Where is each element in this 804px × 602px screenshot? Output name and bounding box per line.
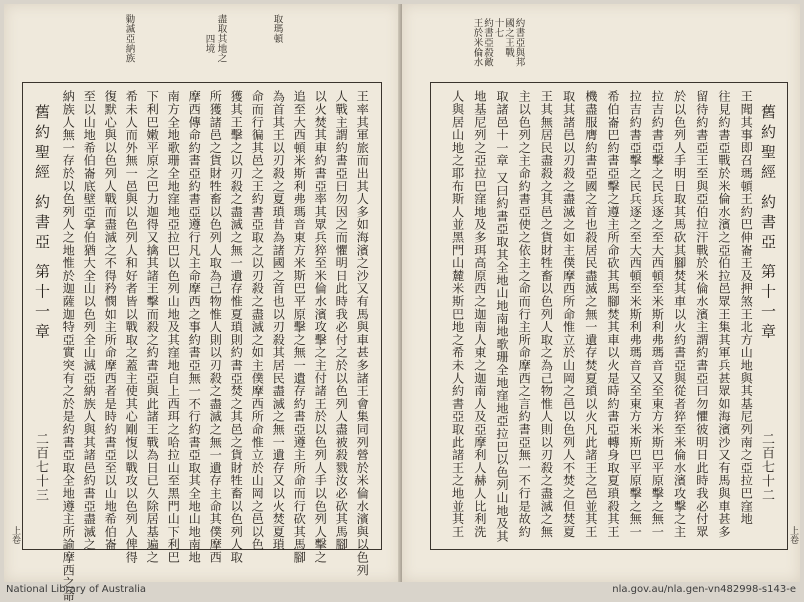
text-column: 南方全地歌珊全地窪地亞拉巴以色列山地及其窪地自上西珥之哈拉山至黑門山下利巴: [166, 90, 181, 564]
left-volume-mark: 上卷: [10, 526, 20, 544]
text-column: 摩西傳命約書亞約書亞遵行凡主命摩西之事約書亞無一不行約書亞取其全地山地南地: [187, 90, 202, 564]
text-column: 人與居山地之耶布斯人並黑門山麓米斯巴地之希未人約書亞取此諸王之地並其王: [450, 90, 465, 538]
margin-note: 勦滅亞納族: [123, 14, 135, 63]
right-page-number: 二百七十二: [759, 432, 774, 502]
text-column: 地基尼列之亞拉巴窪地及多珥高原西之迦南人東之迦南人及亞摩利人赫人比利洗: [472, 90, 487, 538]
margin-note: 約書亞殺敵: [482, 18, 493, 67]
margin-note: 約書亞與邦: [513, 18, 525, 67]
text-column: 所獲諸邑之貨財牲畜以色列人取為己物惟人則以刃殺之盡滅之無一遺存主命其僕摩西: [208, 90, 223, 564]
text-column: 人戰主謂約書亞曰勿因之而懼明日此時我必付之於以色列人盡被殺戮汝必砍其馬腳: [334, 90, 349, 551]
text-column: 往見約書亞戰於米倫水濱之亞伯拉邑眾王集其軍兵甚眾如海濱沙又有馬與車甚多: [717, 90, 731, 538]
margin-note: 盡取其地之: [215, 14, 227, 63]
right-volume-mark: 上卷: [788, 526, 798, 544]
text-column: 機盡服膺約書亞國之首也殺居民盡滅之無一遺存焚夏瑣以火凡此諸王之邑並其王: [583, 90, 598, 538]
text-column: 為首其王以刃殺之夏瑣昔為諸國之首也以刃殺其居民盡滅之無一遺存又以火焚夏瑣: [271, 90, 286, 551]
right-page: [402, 4, 800, 582]
text-column: 追至大西頓米斯利弗瑪音東方米斯巴平原擊之無一遺存約書亞遵主所命而行砍其馬腳: [292, 90, 307, 564]
text-column: 納族人無一存於以色列人之地惟於迦薩迦特亞實突有之於是約書亞取全地遵主所諭摩西之命: [61, 90, 76, 602]
left-header-rule: [22, 82, 382, 83]
text-column: 以火焚其車約書亞率其眾兵猝至米倫水濱攻擊之主付諸王於以色列人手以色列人擊之: [313, 90, 328, 564]
text-column: 王率其軍旅而出其人多如海濱之沙又有馬與車甚多諸王會集同列營於米倫水濱與以色列: [355, 90, 370, 577]
text-column: 拉吉約書亞擊之民兵逐之至大西頓至米斯利弗瑪音又至東方米斯巴平原擊之無一: [650, 90, 665, 538]
margin-note: 國之王戰: [503, 18, 514, 58]
text-column: 王聞其事即召瑪頓王約巴伸崙王及押煞王北方山地與其基尼列南之亞拉巴窪地: [739, 90, 754, 526]
text-column: 王其無居民盡殺之其邑之貨財牲畜以色列人取之為己物惟人則以刃殺之盡滅之無: [539, 90, 554, 538]
margin-note: 取瑪頓: [271, 14, 283, 44]
text-column: 於以色列人手明日取其馬砍其腳焚其車以火約書亞與從者猝至米倫水濱攻擊之主: [672, 90, 687, 538]
text-column: 取其諸邑以刃殺之盡滅之如主僕摩西所命惟立於山岡之邑以色列人不焚之但焚夏: [561, 90, 576, 538]
text-column: 希未人而外無一邑與以色列人和好者皆以戰取之蓋主使其心剛愎以戰攻以色列人俾得: [124, 90, 139, 564]
text-column: 取諸邑十一章 又曰約書亞取其全地山地南地歌珊全地窪地亞拉巴以色列山地及其: [495, 90, 509, 543]
text-column: 復默心與以色列人戰而盡滅之不得矜憫如主所命摩西者是時約書亞至以山地希伯崙: [103, 90, 118, 551]
margin-note: 四境: [203, 34, 215, 54]
footer-left: National Library of Australia: [6, 584, 147, 595]
margin-note: 十七: [492, 18, 504, 38]
text-column: 留待約書亞王至與亞伯拉汗戰於米倫水濱主謂約書亞曰勿懼彼明日此時我必付眾: [694, 90, 709, 538]
text-column: 下利巴嫩平原之巴力迦得又擒其諸王擊而殺之約書亞與此諸王戰為日已久除居基遍之: [145, 90, 160, 564]
text-column: 至以山地希伯崙底壁亞拿伯猶大全山以色列全山滅亞納族人與其諸邑約書亞盡滅之: [82, 90, 97, 551]
footer-right: nla.gov.au/nla.gen-vn482998-s143-e: [612, 584, 796, 595]
margin-note: 王於米倫水: [471, 18, 483, 67]
text-column: 主以色列之主命約書亞使之依主之命而行主所命摩西之言約書亞無一不行是故約: [517, 90, 532, 538]
left-page-number: 二百七十三: [33, 432, 48, 502]
left-running-title: 舊約聖經 約書亞 第十一章: [33, 104, 51, 344]
text-column: 希伯崙巴約書亞擊之遵主所命砍其馬腳焚其車以火是時約書亞轉身取夏瑣殺其王: [606, 90, 620, 538]
text-column: 獲其王擊之以刃殺之盡滅之無一遺存惟夏瑣則約書亞焚之其邑之貨財牲畜以色列人取: [229, 90, 244, 564]
text-column: 拉吉約書亞擊之民兵逐之至大西頓至米斯利弗瑪音又至東方米斯巴平原擊之無一: [628, 90, 643, 538]
text-column: 命而行徧其邑之王約書亞取之以刃殺之盡滅之如主僕摩西所命惟立於山岡之邑以色: [250, 90, 265, 551]
right-running-title: 舊約聖經 約書亞 第十一章: [759, 104, 777, 344]
